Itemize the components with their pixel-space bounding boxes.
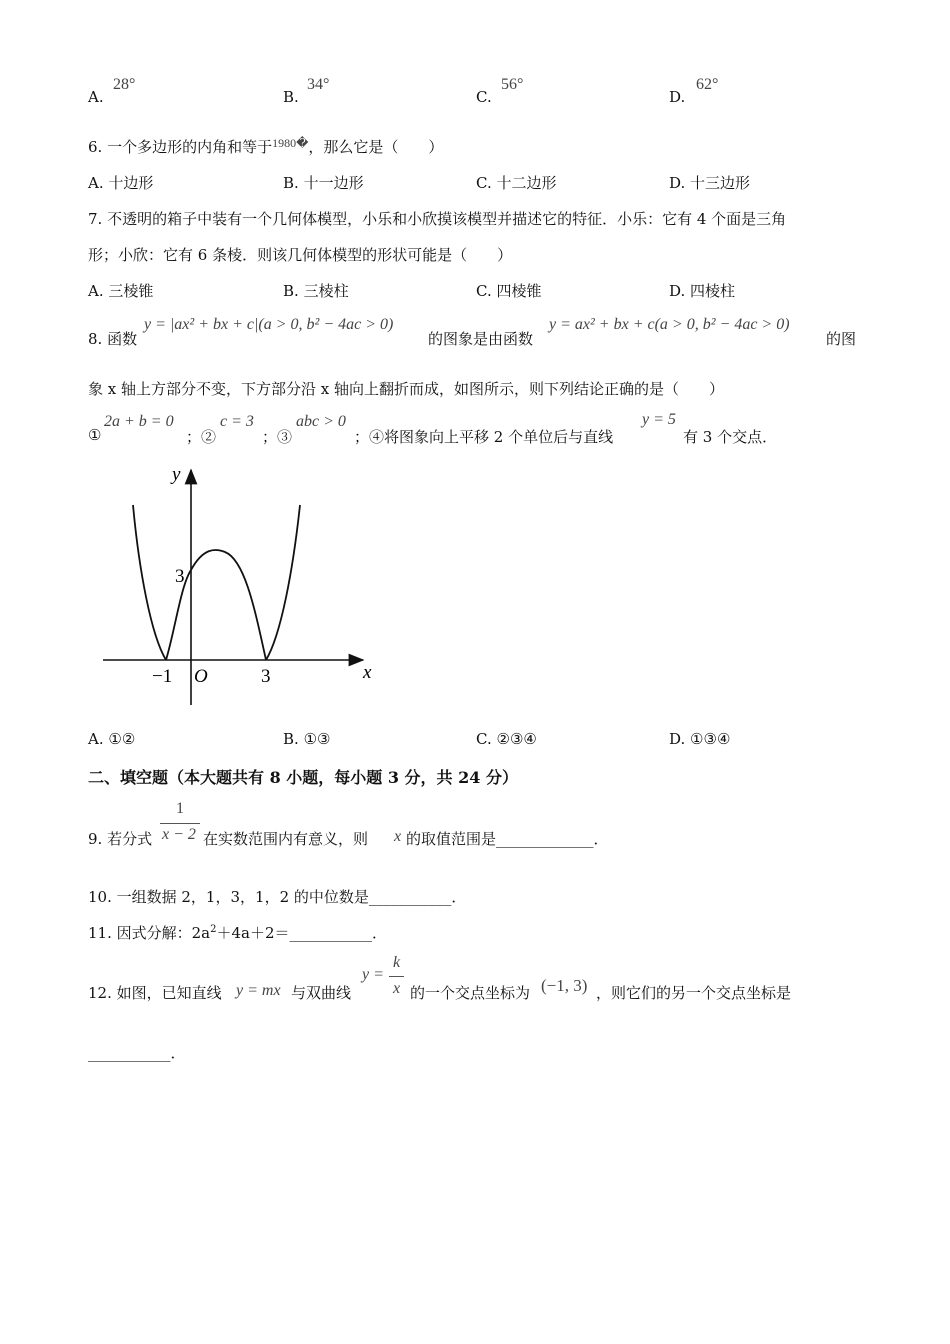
q12-point: (−1, 3) [541, 976, 588, 995]
q8-statement-3: abc > 0 [296, 413, 346, 430]
q5-option-d-value: 62° [696, 76, 719, 93]
x-tick-neg-1: −1 [152, 666, 173, 687]
y-axis-label: y [172, 464, 181, 485]
q8-option-b: B. ①③ [283, 730, 331, 748]
q12-fraction-bar [389, 976, 404, 977]
q12-middle: 与双曲线 [291, 984, 352, 1002]
q8-statement-3-mark: ；③ [262, 428, 293, 446]
q8-statement-4-end: 有 3 个交点． [683, 428, 778, 446]
q5-option-d [669, 88, 685, 106]
q12-prefix: 12. 如图，已知直线 [88, 984, 222, 1002]
q8-statement-4: ；④将图象向上平移 2 个单位后与直线 [354, 428, 614, 446]
option-letter: D. [669, 88, 686, 106]
q9-variable: x [394, 828, 402, 845]
q9-numerator: 1 [176, 800, 184, 817]
q6-stem [88, 136, 443, 157]
q8-graph [95, 460, 385, 710]
q12-hyperbola-numerator: k [393, 954, 401, 971]
q8-function-abs: y = |ax² + bx + c|(a > 0, b² − 4ac > 0) [144, 316, 394, 333]
q7-option-b: B. 三棱柱 [283, 282, 349, 300]
q6-stem-text: 6. 一个多边形的内角和等于 [88, 138, 273, 156]
q5-option-a [88, 88, 104, 106]
q12-after-hyperbola: 的一个交点坐标为 [410, 984, 531, 1002]
x-tick-3: 3 [261, 666, 271, 687]
q7-line-2: 形；小欣：它有 6 条棱．则该几何体模型的形状可能是（ ） [88, 246, 513, 264]
q11-suffix: ＋4a＋2＝___________． [216, 924, 388, 942]
q5-option-b [283, 88, 299, 106]
origin-label: O [194, 666, 208, 687]
q5-option-c [476, 88, 492, 106]
q7-option-d: D. 四棱柱 [669, 282, 736, 300]
q5-option-c-value: 56° [501, 76, 524, 93]
curve-left-branch [133, 505, 166, 660]
q7-option-c: C. 四棱锥 [476, 282, 542, 300]
q8-statement-2: c = 3 [220, 413, 254, 430]
section-2-title: 二、填空题（本大题共有 8 小题，每小题 3 分，共 24 分） [88, 768, 518, 787]
q6-stem-end: ，那么它是（ ） [308, 138, 444, 156]
q7-option-a: A. 三棱锥 [88, 282, 154, 300]
q6-option-c: C. 十二边形 [476, 174, 557, 192]
q5-option-a-value: 28° [113, 76, 136, 93]
curve-right-branch [266, 505, 300, 660]
q9-suffix: 的取值范围是_____________． [406, 830, 609, 848]
q5-option-b-value: 34° [307, 76, 330, 93]
q8-option-c: C. ②③④ [476, 730, 537, 748]
q6-angle-value: 1980� [272, 136, 309, 150]
x-axis-label: x [363, 662, 372, 683]
q6-option-d: D. 十三边形 [669, 174, 751, 192]
q8-option-a: A. ①② [88, 730, 136, 748]
q8-option-d: D. ①③④ [669, 730, 731, 748]
q6-option-a: A. 十边形 [88, 174, 154, 192]
q9-fraction-bar [160, 823, 200, 824]
q10-text: 10. 一组数据 2，1，3，1，2 的中位数是___________． [88, 888, 467, 906]
q12-answer-blank: ___________． [88, 1044, 186, 1062]
q9-denominator: x − 2 [162, 826, 196, 843]
q6-option-b: B. 十一边形 [283, 174, 364, 192]
q8-end-text: 的图 [826, 330, 857, 348]
q8-mid-text: 的图象是由函数 [428, 330, 534, 348]
option-letter: A. [88, 88, 104, 106]
y-tick-3: 3 [175, 566, 185, 587]
q7-line-1: 7. 不透明的箱子中装有一个几何体模型，小乐和小欣摸该模型并描述它的特征．小乐：它有 4 个面是三角 [88, 210, 787, 228]
q8-statement-4-line: y = 5 [642, 411, 676, 428]
q11-prefix: 11. 因式分解：2a [88, 924, 211, 942]
q11-exponent: 2 [210, 924, 217, 935]
q8-statement-1: 2a + b = 0 [104, 413, 174, 430]
q12-hyperbola-lhs: y = [362, 966, 384, 983]
q8-number: 8. 函数 [88, 330, 138, 348]
q8-statement-1-mark: ① [88, 426, 102, 444]
q11-text [88, 922, 387, 943]
option-letter: C. [476, 88, 492, 106]
q8-line-2: 象 x 轴上方部分不变，下方部分沿 x 轴向上翻折而成，如图所示，则下列结论正确的是（ ） [88, 380, 724, 398]
q8-statement-2-mark: ；② [186, 428, 217, 446]
q9-prefix: 9. 若分式 [88, 830, 153, 848]
q12-line-equation: y = mx [236, 982, 281, 999]
q9-middle: 在实数范围内有意义，则 [203, 830, 369, 848]
option-letter: B. [283, 88, 299, 106]
q12-suffix: ，则它们的另一个交点坐标是 [596, 984, 792, 1002]
q8-function-quadratic: y = ax² + bx + c(a > 0, b² − 4ac > 0) [549, 316, 790, 333]
q12-hyperbola-denominator: x [393, 980, 401, 997]
